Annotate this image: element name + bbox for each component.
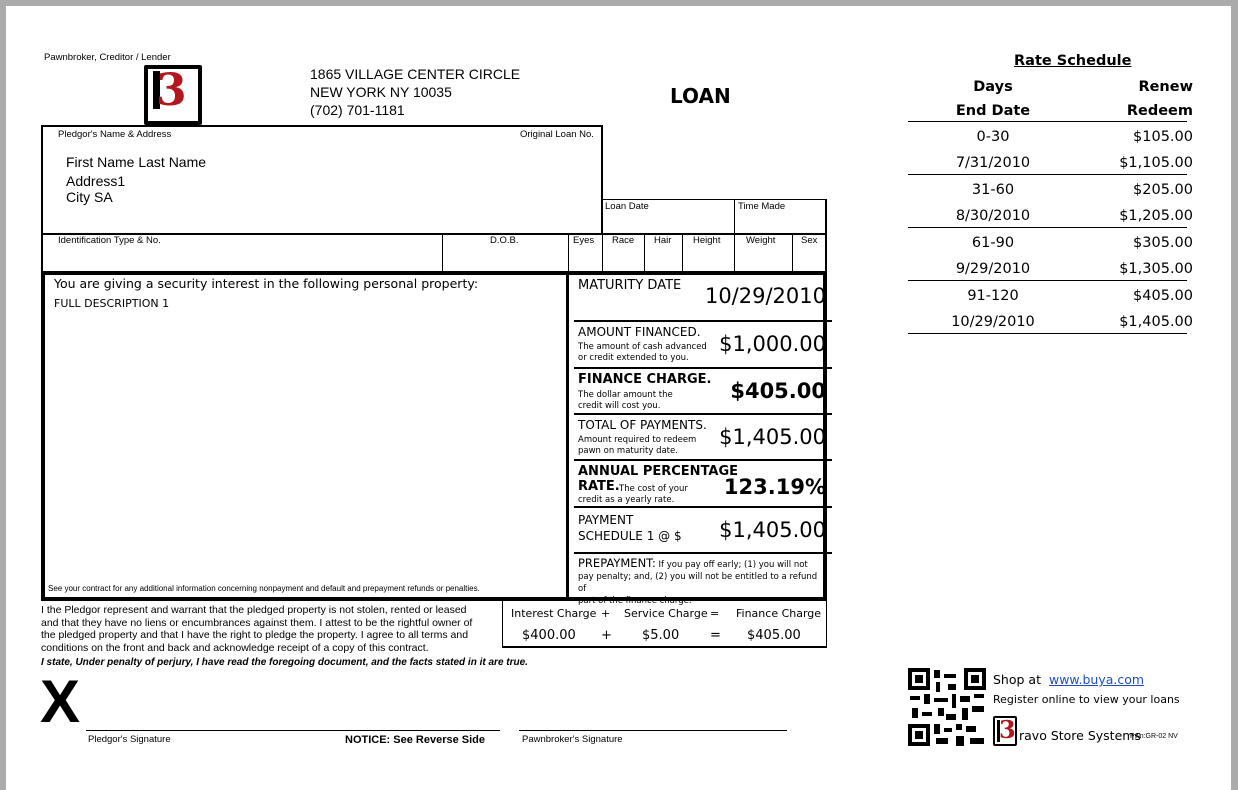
rate-end-date: 9/29/2010 (955, 261, 1031, 277)
lender-address (310, 65, 520, 119)
register-online-text: Register online to view your loans (993, 693, 1180, 706)
rate-redeem: $1,305.00 (1119, 261, 1193, 277)
notice-reverse-side: NOTICE: See Reverse Side (345, 734, 486, 746)
form-code: Pwn:GR-02 NV (1130, 733, 1178, 740)
amount-financed-desc-2: or credit extended to you. (578, 353, 689, 363)
time-made-label: Time Made (738, 201, 786, 212)
payment-value: $1,405.00 (719, 518, 826, 542)
redeem-header: Redeem (1126, 103, 1193, 119)
warranty-line-4: conditions on the front and back and acknowledge receipt of a copy of this contract. (41, 641, 429, 654)
plus-sign-2: + (601, 628, 612, 643)
property-description: FULL DESCRIPTION 1 (54, 297, 170, 310)
interest-charge-label: Interest Charge (511, 607, 597, 620)
rate-redeem: $1,405.00 (1119, 314, 1193, 330)
total-payments-row (574, 413, 832, 459)
apr-label-1: ANNUAL PERCENTAGE (578, 464, 739, 479)
pledgor-box (41, 125, 603, 235)
rate-schedule-title: Rate Schedule (1014, 53, 1132, 69)
amount-financed-value: $1,000.00 (719, 332, 826, 356)
apr-desc-2: credit as a yearly rate. (578, 495, 675, 505)
weight-label: Weight (746, 235, 776, 246)
perjury-statement: I state, Under penalty of perjury, I have read the foregoing document, and the facts stated in it are true. (41, 657, 528, 668)
apr-desc-1: The cost of your (619, 484, 688, 494)
warranty-line-1: I the Pledgor represent and warrant that the pledged property is not stolen, rented or leased (41, 604, 467, 616)
interest-charge-value: $400.00 (522, 628, 576, 643)
rate-days: 31-60 (971, 182, 1015, 198)
prepayment-row (574, 552, 832, 606)
service-charge-label: Service Charge (624, 607, 708, 620)
rate-renew: $405.00 (1133, 288, 1193, 304)
rate-renew: $105.00 (1133, 129, 1193, 145)
prepayment-text-3: part of the finance charge. (578, 596, 692, 606)
rate-days: 91-120 (967, 288, 1019, 304)
eyes-label: Eyes (573, 235, 595, 246)
service-charge-value: $5.00 (642, 628, 680, 643)
payment-schedule-row (574, 506, 832, 552)
prepayment-label: PREPAYMENT: (578, 556, 656, 570)
rate-end-date: 7/31/2010 (955, 155, 1031, 171)
hair-label: Hair (654, 235, 672, 246)
rate-redeem: $1,205.00 (1119, 208, 1193, 224)
loan-date-label: Loan Date (605, 201, 649, 212)
warranty-text (41, 604, 472, 654)
finance-charge-value: $405.00 (730, 379, 826, 403)
payment-label-1: PAYMENT (578, 513, 634, 527)
pawnbroker-signature-label: Pawnbroker's Signature (522, 734, 623, 745)
prepayment-text-2: pay penalty; and, (2) you will not be entitled to a refund of (578, 572, 818, 594)
rate-days: 0-30 (976, 129, 1010, 145)
rate-renew: $205.00 (1133, 182, 1193, 198)
property-footer-note: See your contract for any additional information concerning nonpayment and default and prepayment refunds or penalties. (48, 584, 480, 593)
shop-at-line (993, 672, 1144, 687)
maturity-date-row (574, 274, 832, 320)
finance-charge-desc-2: credit will cost you. (578, 401, 661, 411)
race-label: Race (612, 235, 635, 246)
rate-redeem: $1,105.00 (1119, 155, 1193, 171)
brand-name: ravo Store Systems (1019, 728, 1141, 743)
pledgor-signature-label: Pledgor's Signature (88, 734, 171, 745)
sex-label: Sex (801, 235, 818, 246)
pledgor-name: First Name Last Name (66, 154, 207, 170)
lender-role-label: Pawnbroker, Creditor / Lender (44, 52, 171, 63)
shop-at-text: Shop at (993, 672, 1041, 687)
pledgor-signature-line[interactable] (86, 730, 500, 731)
signature-x-mark: X (40, 668, 81, 735)
total-payments-value: $1,405.00 (719, 425, 826, 449)
maturity-date-label: MATURITY DATE (578, 278, 682, 293)
pawnbroker-signature-line[interactable] (519, 730, 787, 731)
maturity-date-value: 10/29/2010 (704, 284, 826, 308)
original-loan-label: Original Loan No. (520, 129, 594, 140)
rate-days: 61-90 (971, 235, 1015, 251)
phone-number: (702) 701-1181 (310, 102, 405, 118)
prepayment-text-1: If you pay off early; (1) you will not (658, 560, 808, 570)
pledgor-address-1: Address1 (66, 173, 126, 189)
height-label: Height (693, 235, 721, 246)
store-logo: 3 (144, 65, 202, 125)
plus-sign: + (601, 607, 611, 620)
total-payments-label: TOTAL OF PAYMENTS. (578, 418, 707, 432)
total-payments-desc-2: pawn on maturity date. (578, 446, 678, 456)
shop-link[interactable]: www.buya.com (1048, 672, 1145, 687)
rate-end-date: 10/29/2010 (951, 314, 1035, 330)
apr-value: 123.19% (723, 475, 826, 499)
warranty-line-2: and that they have no liens or encumbrances against them. I attest to be the rightful owner of (41, 616, 473, 629)
rate-end-date: 8/30/2010 (955, 208, 1031, 224)
amount-financed-label: AMOUNT FINANCED. (578, 325, 701, 339)
amount-financed-desc-1: The amount of cash advanced (578, 342, 707, 352)
id-type-label: Identification Type & No. (58, 235, 161, 246)
equals-sign: = (710, 607, 720, 620)
pledgor-address-2: City SA (66, 189, 113, 205)
total-payments-desc-1: Amount required to redeem (578, 435, 697, 445)
payment-label-2: SCHEDULE 1 @ $ (578, 529, 682, 543)
address-line-2: NEW YORK NY 10035 (310, 84, 452, 100)
warranty-line-3: the pledged property and that I have the right to pledge the property. I agree to all terms and (41, 629, 469, 641)
apr-label-2: RATE. (578, 479, 620, 494)
dob-label: D.O.B. (490, 235, 519, 246)
document-title: LOAN (670, 84, 731, 108)
loan-document-page (6, 6, 1231, 790)
renew-header: Renew (1138, 79, 1193, 95)
end-date-header: End Date (955, 103, 1031, 119)
property-intro: You are giving a security interest in the following personal property: (54, 276, 479, 291)
finance-charge-label: FINANCE CHARGE. (578, 372, 712, 387)
address-line-1: 1865 VILLAGE CENTER CIRCLE (310, 66, 521, 82)
qr-code-icon (908, 668, 986, 746)
finance-charge-sum-label: Finance Charge (736, 607, 822, 620)
rate-renew: $305.00 (1133, 235, 1193, 251)
pledgor-label: Pledgor's Name & Address (58, 129, 172, 140)
amount-financed-row (574, 320, 832, 367)
days-header: Days (973, 79, 1013, 95)
finance-charge-sum-value: $405.00 (747, 628, 801, 643)
apr-row (574, 459, 832, 506)
brand-logo-small: 3 (993, 716, 1017, 746)
finance-charge-desc-1: The dollar amount the (578, 390, 673, 400)
finance-charge-row (574, 367, 832, 413)
equals-sign-2: = (710, 628, 721, 643)
